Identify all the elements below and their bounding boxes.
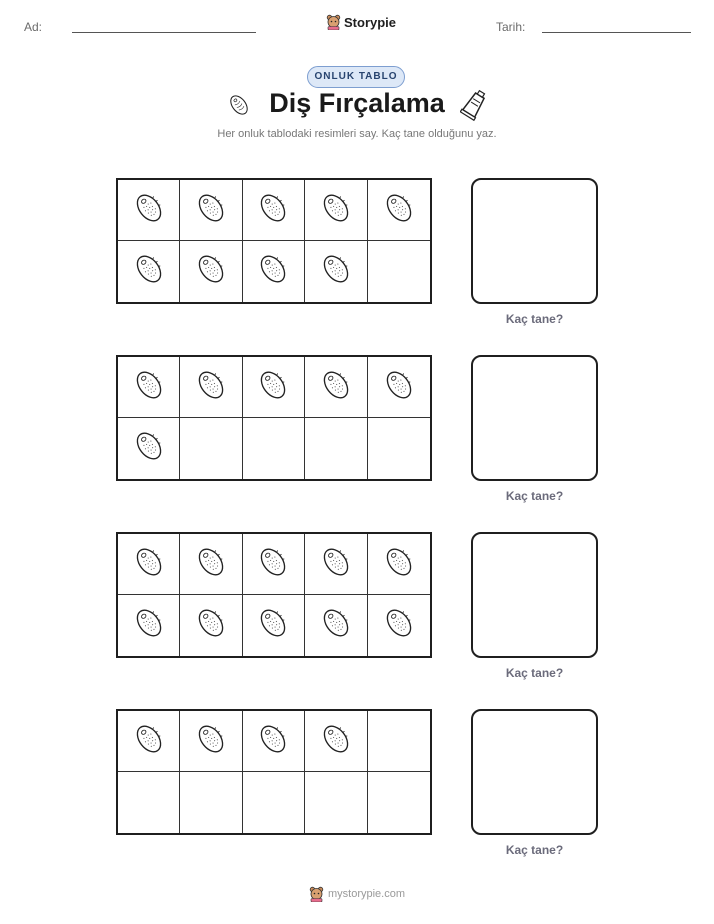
toothbrush-head-icon (131, 426, 167, 471)
ten-frame-cell (118, 418, 180, 479)
toothbrush-head-icon (255, 249, 291, 294)
ten-frame-cell (305, 418, 367, 479)
toothbrush-head-icon (255, 603, 291, 648)
ten-frame-cell (305, 595, 367, 656)
ten-frame-cell (368, 241, 430, 302)
toothbrush-head-icon (131, 365, 167, 410)
date-line[interactable] (542, 32, 691, 33)
category-badge: ONLUK TABLO (307, 66, 405, 88)
answer-box[interactable] (471, 355, 598, 481)
ten-frame-cell (118, 241, 180, 302)
ten-frame-cell (243, 241, 305, 302)
ten-frame-cell (180, 595, 242, 656)
answer-label: Kaç tane? (505, 489, 564, 503)
ten-frame-cell (243, 357, 305, 418)
toothbrush-head-icon (318, 603, 354, 648)
ten-frame-cell (305, 357, 367, 418)
toothbrush-head-icon (193, 542, 229, 587)
ten-frame-cell (118, 772, 180, 833)
toothbrush-head-icon (381, 603, 417, 648)
ten-frame-cell (305, 241, 367, 302)
answer-box[interactable] (471, 709, 598, 835)
toothbrush-head-icon (193, 603, 229, 648)
ten-frame (116, 355, 432, 481)
toothbrush-head-icon (255, 188, 291, 233)
ten-frame-cell (243, 711, 305, 772)
toothbrush-head-icon (131, 188, 167, 233)
toothbrush-head-icon (255, 365, 291, 410)
ten-frame-cell (118, 711, 180, 772)
toothbrush-head-icon (131, 603, 167, 648)
toothbrush-head-icon (318, 719, 354, 764)
ten-frame-cell (368, 534, 430, 595)
name-line[interactable] (72, 32, 256, 33)
ten-frame (116, 532, 432, 658)
toothbrush-head-icon (381, 188, 417, 233)
toothbrush-head-icon (193, 188, 229, 233)
ten-frame-cell (118, 534, 180, 595)
toothbrush-head-icon (226, 92, 252, 118)
ten-frame-cell (368, 595, 430, 656)
answer-box[interactable] (471, 178, 598, 304)
footer-url[interactable]: mystorypie.com (327, 888, 406, 900)
toothbrush-head-icon (255, 719, 291, 764)
ten-frame-cell (180, 241, 242, 302)
ten-frame-cell (368, 772, 430, 833)
page-title: Diş Fırçalama (269, 88, 445, 118)
toothbrush-head-icon (318, 365, 354, 410)
ten-frame (116, 709, 432, 835)
toothbrush-head-icon (131, 719, 167, 764)
ten-frame-cell (368, 357, 430, 418)
toothbrush-head-icon (193, 249, 229, 294)
answer-box[interactable] (471, 532, 598, 658)
ten-frame-cell (368, 711, 430, 772)
instructions: Her onluk tablodaki resimleri say. Kaç tane olduğunu yaz. (217, 128, 497, 140)
toothbrush-head-icon (318, 188, 354, 233)
toothbrush-head-icon (381, 365, 417, 410)
ten-frame-cell (180, 772, 242, 833)
ten-frame-cell (368, 418, 430, 479)
toothbrush-head-icon (131, 249, 167, 294)
toothbrush-head-icon (318, 249, 354, 294)
ten-frame-cell (118, 180, 180, 241)
brand-logo (326, 14, 396, 30)
ten-frame-cell (243, 418, 305, 479)
ten-frame-cell (243, 534, 305, 595)
answer-label: Kaç tane? (505, 843, 564, 857)
ten-frame-cell (118, 357, 180, 418)
toothbrush-head-icon (193, 719, 229, 764)
ten-frame-cell (305, 772, 367, 833)
ten-frame-cell (305, 711, 367, 772)
name-label: Ad: (24, 20, 43, 34)
brand-name: Storypie (344, 14, 397, 30)
ten-frame-cell (368, 180, 430, 241)
toothbrush-head-icon (255, 542, 291, 587)
toothbrush-head-icon (193, 365, 229, 410)
ten-frame-cell (243, 595, 305, 656)
answer-label: Kaç tane? (505, 312, 564, 326)
answer-label: Kaç tane? (505, 666, 564, 680)
footer (0, 886, 714, 902)
ten-frame (116, 178, 432, 304)
ten-frame-cell (180, 711, 242, 772)
toothbrush-head-icon (131, 542, 167, 587)
toothbrush-head-icon (381, 542, 417, 587)
storypie-bear-logo-icon (326, 14, 341, 30)
ten-frame-cell (180, 418, 242, 479)
ten-frame-cell (180, 534, 242, 595)
ten-frame-cell (305, 534, 367, 595)
storypie-bear-logo-icon (309, 886, 324, 902)
toothpaste-tube-icon (460, 88, 488, 122)
date-label: Tarih: (496, 20, 526, 34)
ten-frame-cell (118, 595, 180, 656)
ten-frame-cell (243, 180, 305, 241)
ten-frame-cell (305, 180, 367, 241)
ten-frame-cell (180, 357, 242, 418)
toothbrush-head-icon (318, 542, 354, 587)
ten-frame-cell (243, 772, 305, 833)
ten-frame-cell (180, 180, 242, 241)
